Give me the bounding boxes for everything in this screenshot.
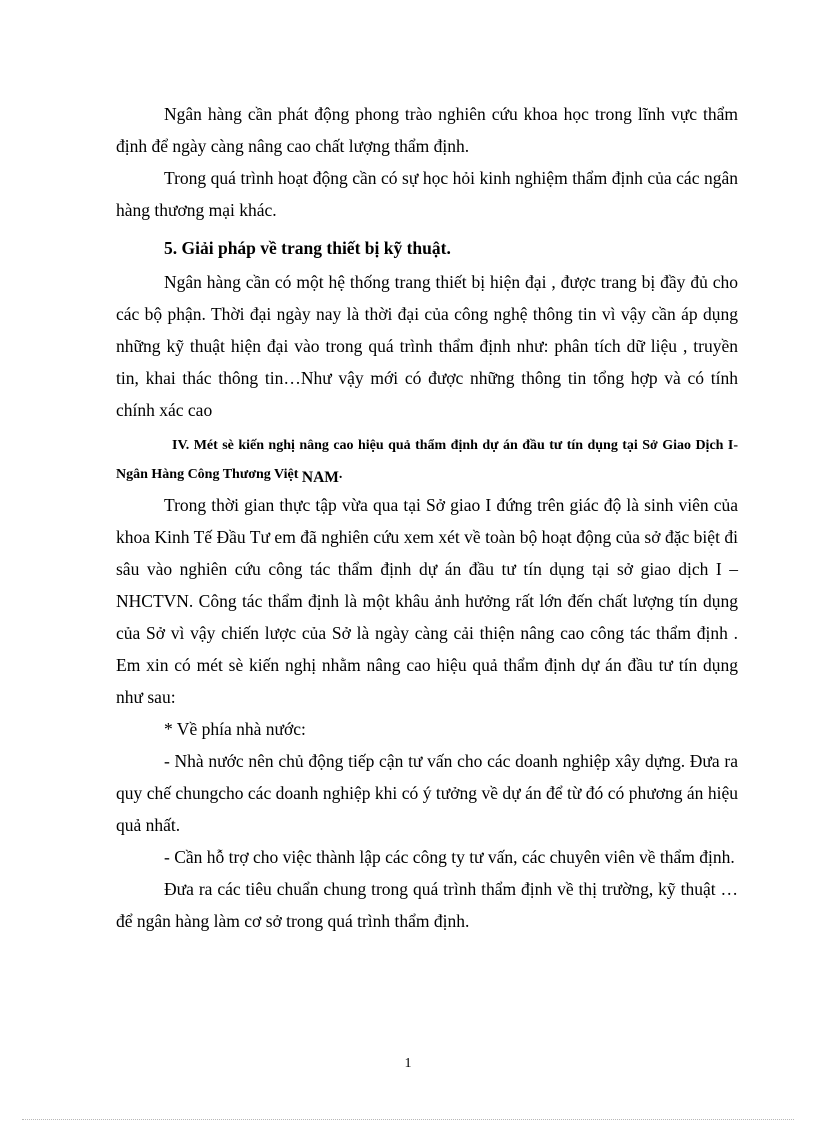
bullet-state-consulting: - Nhà nước nên chủ động tiếp cận tư vấn cho các doanh nghiệp xây dựng. Đưa ra quy chế chungcho các doanh nghiệp khi có ý tưởng về dự án để từ đó có phương án hiệu quả nhất. [116, 751, 738, 835]
paragraph-learning: Trong quá trình hoạt động cần có sự học hỏi kinh nghiệm thẩm định của các ngân hàng thương mại khác. [116, 168, 738, 220]
document-body [116, 98, 738, 937]
paragraph-standards: Đưa ra các tiêu chuẩn chung trong quá trình thẩm định về thị trường, kỹ thuật … để ngân hàng làm cơ sở trong quá trình thẩm định. [116, 879, 738, 931]
paragraph-research: Ngân hàng cần phát động phong trào nghiên cứu khoa học trong lĩnh vực thẩm định để ngày càng nâng cao chất lượng thẩm định. [116, 104, 738, 156]
paragraph-internship: Trong thời gian thực tập vừa qua tại Sở giao I đứng trên giác độ là sinh viên của khoa Kinh Tế Đầu Tư em đã nghiên cứu xem xét về toàn bộ hoạt động của sở đặc biệt đi sâu vào nghiên cứu công tác thẩm định dự án đầu tư tín dụng tại sở giao dịch I – NHCTVN. Công tác thẩm định là một khâu ảnh hưởng rất lớn đến chất lượng tín dụng của Sở vì vậy chiến lược của Sở là ngày càng cải thiện nâng cao công tác thẩm định . Em xin có mét sè kiến nghị nhằm nâng cao hiệu quả thẩm định dự án đầu tư tín dụng như sau: [116, 495, 738, 707]
subheading-state: * Về phía nhà nước: [164, 719, 306, 739]
heading-iv-nam: NAM [301, 469, 339, 486]
heading-iv-period: . [338, 467, 343, 482]
footer-divider [22, 1119, 794, 1120]
bullet-consulting-firms: - Cần hỗ trợ cho việc thành lập các công ty tư vấn, các chuyên viên về thẩm định. [164, 847, 735, 867]
heading-section-iv [116, 432, 738, 489]
heading-iv-text: IV. Mét sè kiến nghị nâng cao hiệu quả thẩm định dự án đầu tư tín dụng tại Sở Giao Dịch I- Ngân Hàng Công Thương Việt [116, 438, 738, 482]
paragraph-equipment: Ngân hàng cần có một hệ thống trang thiết bị hiện đại , được trang bị đầy đủ cho các bộ phận. Thời đại ngày nay là thời đại của công nghệ thông tin vì vậy cần áp dụng những kỹ thuật hiện đại vào trong quá trình thẩm định như: phân tích dữ liệu , truyền tin, khai thác thông tin…Như vậy mới có được những thông tin tổng hợp và có tính chính xác cao [116, 272, 738, 420]
heading-section-5: 5. Giải pháp về trang thiết bị kỹ thuật. [164, 238, 451, 258]
page-number: 1 [404, 1056, 412, 1071]
